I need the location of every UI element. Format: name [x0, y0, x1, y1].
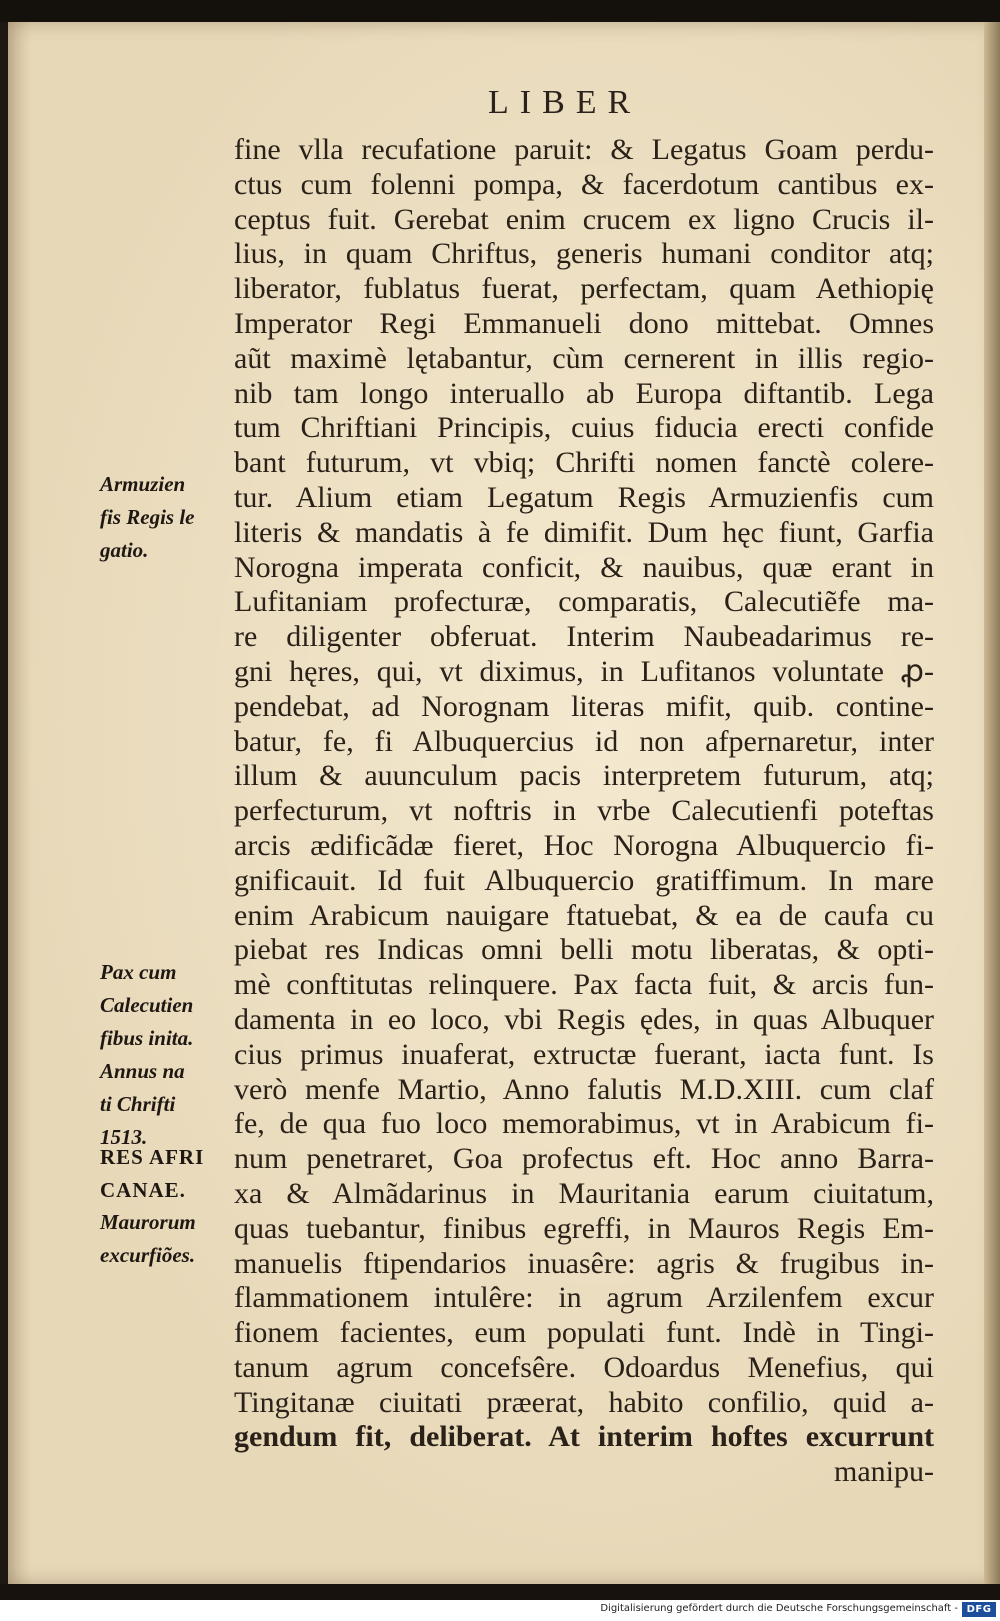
marginal-line: RES AFRI [100, 1145, 205, 1169]
marginal-line: Maurorum [100, 1210, 196, 1234]
running-head: LIBER [488, 84, 642, 121]
marginal-line: excurfiões. [100, 1243, 196, 1267]
text-line: damenta in eo loco, vbi Regis ędes, in quas Albuquer [234, 1002, 934, 1036]
text-line: piebat res Indicas omni belli motu liberatas, & opti- [234, 933, 934, 967]
marginal-line: fis Regis le [100, 505, 195, 529]
text-line: tanum agrum concefsêre. Odoardus Menefius, qui [234, 1350, 934, 1384]
text-line: ctus cum folenni pompa, & facerdotum cantibus ex- [234, 167, 934, 201]
text-line: re diligenter obferuat. Interim Naubeadarimus re- [234, 620, 934, 654]
scan-bottom-edge [0, 1584, 1000, 1600]
text-line: literis & mandatis à fe dimifit. Dum hęc fiunt, Garfia [234, 515, 934, 549]
marginal-line: Pax cum [100, 960, 177, 984]
text-line: ceptus fuit. Gerebat enim crucem ex ligno Crucis il- [234, 202, 934, 236]
marginal-note-res-africanae [100, 1141, 230, 1207]
scan-top-edge [0, 0, 1000, 22]
text-line: verò menfe Martio, Anno falutis M.D.XIII. cum claf [234, 1072, 934, 1106]
text-line: Tingitanæ ciuitati præerat, habito confilio, quid a- [234, 1385, 934, 1419]
text-line: enim Arabicum nauigare ftatuebat, & ea de caufa cu [234, 898, 934, 932]
marginal-line: Calecutien [100, 993, 194, 1017]
text-line: xa & Almãdarinus in Mauritania earum ciuitatum, [234, 1176, 934, 1210]
text-line: bant futurum, vt vbiq; Chrifti nomen fanctè colere- [234, 446, 934, 480]
text-line: flammationem intulêre: in agrum Arzilenfem excur [234, 1281, 934, 1315]
text-line: num penetraret, Goa profectus eft. Hoc anno Barra- [234, 1142, 934, 1176]
catchword: manipu- [834, 1455, 934, 1489]
marginal-note-armuzien [100, 468, 230, 567]
text-line: gni hęres, qui, vt diximus, in Lufitanos voluntate ꝓ- [234, 654, 934, 688]
text-line: tum Chriftiani Principis, cuius fiducia erecti confide [234, 411, 934, 445]
marginal-line: fibus inita. [100, 1026, 194, 1050]
text-line: Imperator Regi Emmanueli dono mittebat. Omnes [234, 306, 934, 340]
marginal-note-maurorum [100, 1206, 230, 1272]
text-line: liberator, fublatus fuerat, perfectam, quam Aethiopię [234, 272, 934, 306]
text-line: lius, in quam Chriftus, generis humani conditor atq; [234, 237, 934, 271]
marginal-line: Annus na [100, 1059, 185, 1083]
text-line: Norogna imperata conficit, & nauibus, quæ erant in [234, 550, 934, 584]
text-line: arcis ædificãdæ fieret, Hoc Norogna Albuquercio fi- [234, 828, 934, 862]
marginal-line: gatio. [100, 538, 149, 562]
text-line: fe, de qua fuo loco memorabimus, vt in Arabicum fi- [234, 1107, 934, 1141]
text-line: tur. Alium etiam Legatum Regis Armuzienfis cum [234, 480, 934, 514]
marginal-line: CANAE. [100, 1178, 186, 1202]
dfg-logo: DFG [962, 1602, 996, 1617]
footer-bar [0, 1600, 1000, 1621]
page-fore-edge [984, 22, 1000, 1584]
text-line: gendum fit, deliberat. At interim hoftes excurrunt [234, 1420, 934, 1454]
text-line: Lufitaniam profecturæ, comparatis, Calecutiẽfe ma- [234, 585, 934, 619]
text-line: nib tam longo interuallo ab Europa diftantib. Lega [234, 376, 934, 410]
text-line: gnificauit. Id fuit Albuquercio gratiffimum. In mare [234, 863, 934, 897]
text-line: fionem facientes, eum populati funt. Indè in Tingi- [234, 1316, 934, 1350]
text-line: batur, fe, fi Albuquercius id non afpernaretur, inter [234, 724, 934, 758]
marginal-line: 1513. [100, 1125, 148, 1149]
text-line: pendebat, ad Norognam literas mifit, quib. contine- [234, 689, 934, 723]
body-text [234, 133, 934, 1490]
text-line: cius primus inuaferat, extructæ fuerant, iacta funt. Is [234, 1037, 934, 1071]
footer-credit: Digitalisierung gefördert durch die Deutsche Forschungsgemeinschaft - [600, 1603, 958, 1614]
text-line: fine vlla recufatione paruit: & Legatus Goam perdu- [234, 133, 934, 166]
text-line: perfecturum, vt noftris in vrbe Calecutienfi poteftas [234, 794, 934, 828]
text-line: illum & auunculum pacis interpretem futurum, atq; [234, 759, 934, 793]
text-line: aũt maximè lętabantur, cùm cernerent in illis regio- [234, 341, 934, 375]
text-line: mè conftitutas relinquere. Pax facta fuit, & arcis fun- [234, 968, 934, 1002]
text-line: quas tuebantur, finibus egreffi, in Mauros Regis Em- [234, 1211, 934, 1245]
marginal-line: Armuzien [100, 472, 186, 496]
marginal-note-pax [100, 956, 230, 1154]
text-line: manuelis ftipendarios inuasêre: agris & frugibus in- [234, 1246, 934, 1280]
marginal-line: ti Chrifti [100, 1092, 176, 1116]
